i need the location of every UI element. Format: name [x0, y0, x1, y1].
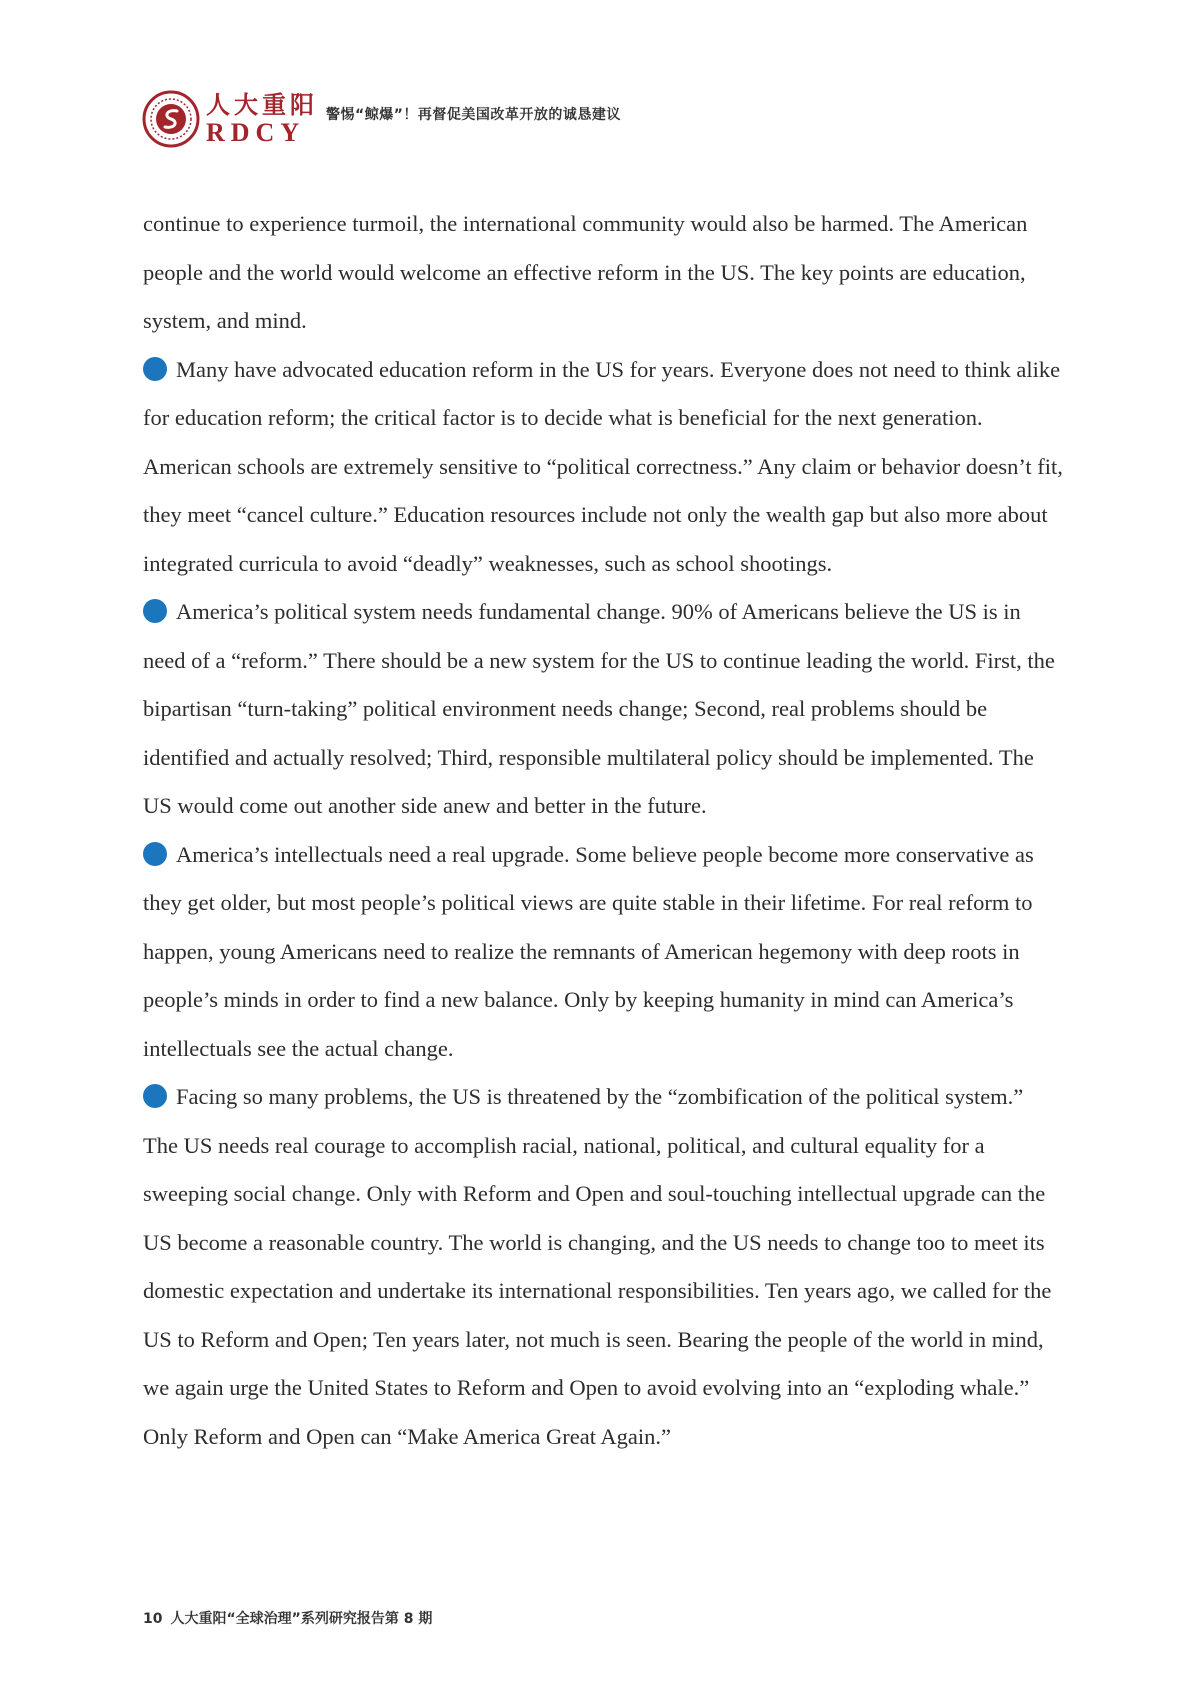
bullet-paragraph-education — [143, 346, 1063, 589]
bullet-paragraph-political-system — [143, 588, 1063, 831]
intro-paragraph: continue to experience turmoil, the international community would also be harmed. The American people and the world would welcome an effective reform in the US. The key points are education, system, and mind. — [143, 211, 1028, 333]
bullet-paragraph-conclusion — [143, 1073, 1063, 1461]
article-body — [143, 200, 1063, 1461]
bullet-paragraph-intellectuals — [143, 831, 1063, 1074]
blue-dot-bullet-icon — [143, 1084, 167, 1108]
page-footer — [143, 1608, 432, 1628]
blue-dot-bullet-icon — [143, 842, 167, 866]
blue-dot-bullet-icon — [143, 357, 167, 381]
footer-series-title: 人大重阳“全球治理”系列研究报告第 8 期 — [170, 1611, 433, 1627]
bullet-text: America’s political system needs fundamental change. 90% of Americans believe the US is in need of a “reform.” There should be a new system for the US to continue leading the world. First, the bipartisan “turn-taking” political environment needs change; Second, real problems should be identified and actually resolved; Third, responsible multilateral policy should be implemented. The US would come out another side anew and better in the future. — [143, 599, 1055, 818]
logo-chinese-name: 人大重阳 — [206, 90, 318, 119]
bullet-text: America’s intellectuals need a real upgrade. Some believe people become more conservative as they get older, but most people’s political views are quite stable in their lifetime. For real reform to happen, young Americans need to realize the remnants of American hegemony with deep roots in people’s minds in order to find a new balance. Only by keeping humanity in mind can America’s intellectuals see the actual change. — [143, 841, 1034, 1061]
running-header-title: 警惕“鲸爆”！再督促美国改革开放的诚恳建议 — [326, 107, 621, 123]
bullet-text: Many have advocated education reform in the US for years. Everyone does not need to think alike for education reform; the critical factor is to decide what is beneficial for the next generation. American schools are extremely sensitive to “political correctness.” Any claim or behavior doesn’t fit, they meet “cancel culture.” Education resources include not only the wealth gap but also more about integrated curricula to avoid “deadly” weaknesses, such as school shootings. — [143, 356, 1063, 576]
page-number: 10 — [143, 1611, 163, 1627]
rdcy-logo-text — [206, 91, 318, 147]
rdcy-logo-emblem-icon — [142, 90, 200, 148]
bullet-text: Facing so many problems, the US is threatened by the “zombification of the political system.” The US needs real courage to accomplish racial, national, political, and cultural equality for a sweeping social change. Only with Reform and Open and soul-touching intellectual upgrade can the US become a reasonable country. The world is changing, and the US needs to change too to meet its domestic expectation and undertake its international responsibilities. Ten years ago, we called for the US to Reform and Open; Ten years later, not much is seen. Bearing the people of the world in mind, we again urge the United States to Reform and Open to avoid evolving into an “exploding whale.” Only Reform and Open can “Make America Great Again.” — [143, 1084, 1052, 1449]
logo-english-name: RDCY — [206, 118, 306, 147]
blue-dot-bullet-icon — [143, 599, 167, 623]
page-header — [142, 86, 318, 152]
